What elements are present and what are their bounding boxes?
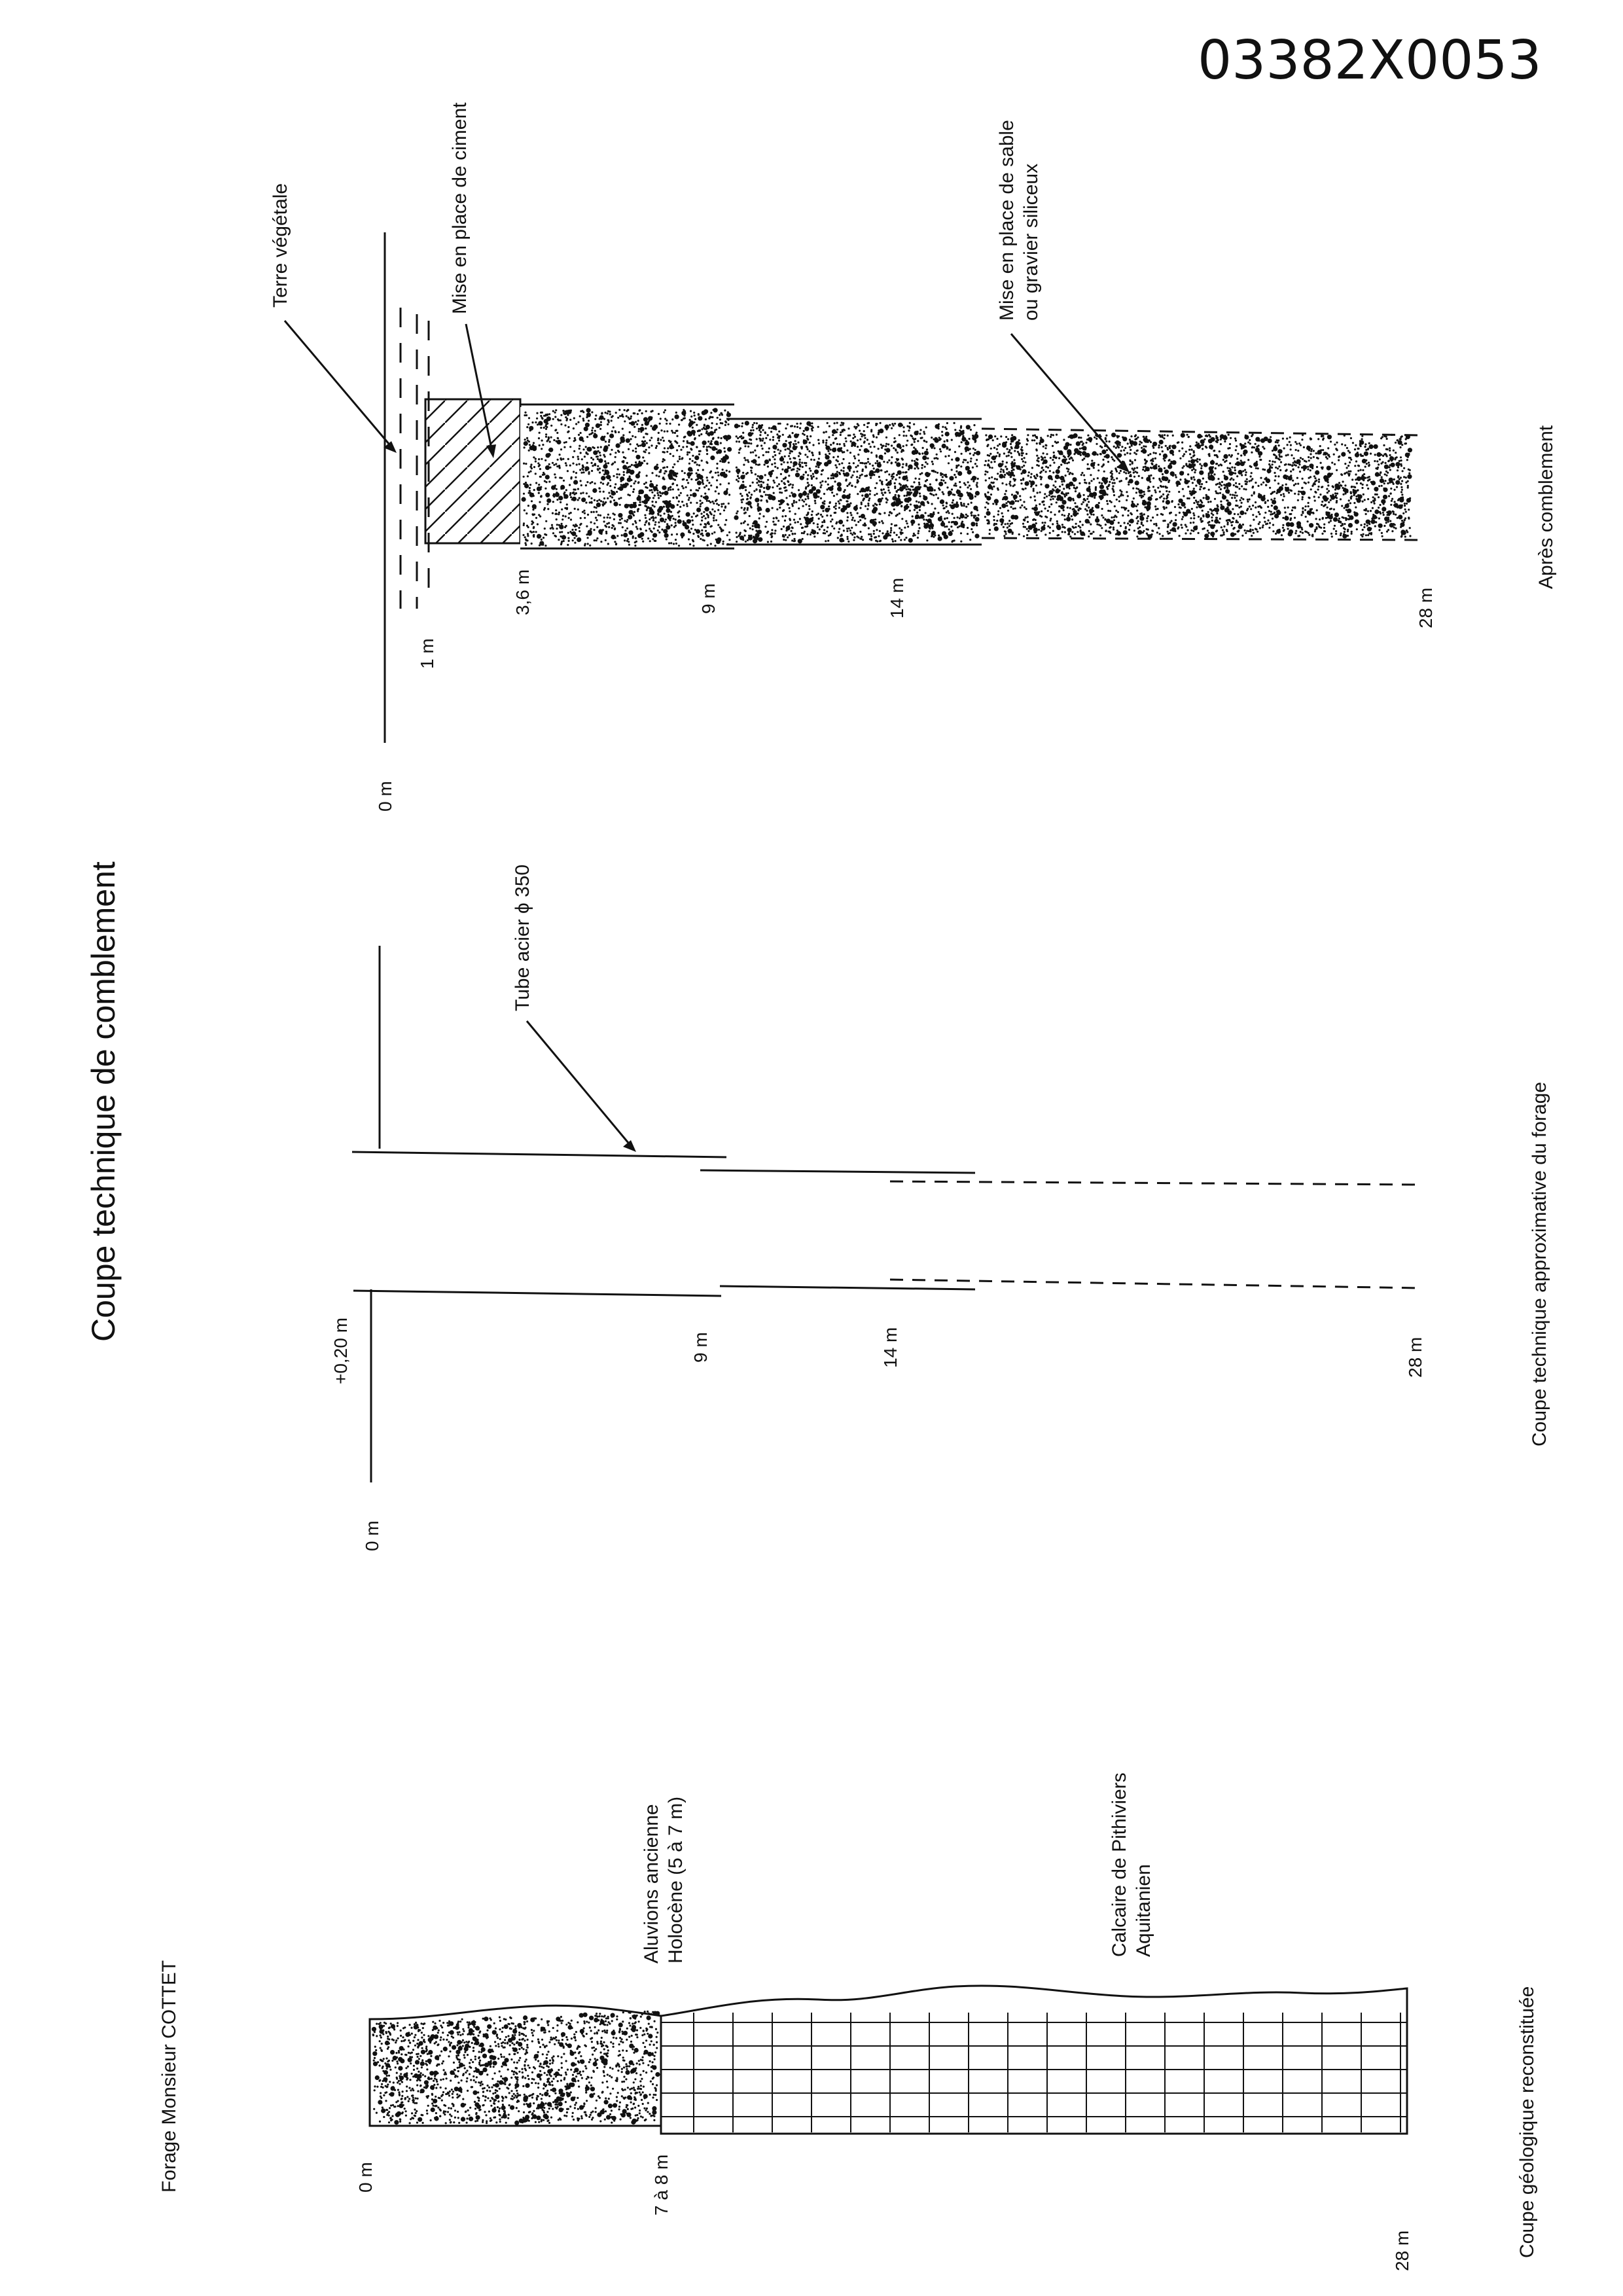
diagram-title: Coupe technique de comblement <box>85 861 122 1342</box>
after-depth-9: 9 m <box>698 583 719 614</box>
label-topsoil: Terre végétale <box>270 183 291 308</box>
after-filling-section <box>270 102 1557 812</box>
technical-depth-28: 28 m <box>1405 1336 1425 1378</box>
label-sand-1: Mise en place de sable <box>996 120 1018 321</box>
caption-after-filling: Après comblement <box>1535 425 1557 589</box>
after-depth-14: 14 m <box>887 577 907 619</box>
technical-section <box>330 865 1550 1551</box>
technical-depth-0-20: +0,20 m <box>330 1318 351 1384</box>
technical-depth-14: 14 m <box>880 1327 901 1368</box>
label-cement: Mise en place de ciment <box>449 102 471 314</box>
label-steel-tube: Tube acier ϕ 350 <box>512 864 533 1011</box>
caption-technical: Coupe technique approximative du forage <box>1529 1081 1550 1446</box>
label-sand-2: ou gravier siliceux <box>1020 163 1042 321</box>
geology-section <box>355 1772 1538 2271</box>
label-alluvium-1: Aluvions ancienne <box>641 1804 662 1964</box>
cement-block <box>425 399 520 543</box>
technical-depth-0: 0 m <box>362 1520 382 1551</box>
reference-number: 03382X0053 <box>1198 29 1542 92</box>
site-label: Forage Monsieur COTTET <box>158 1960 180 2193</box>
geology-depth-0: 0 m <box>355 2162 376 2193</box>
after-depth-1: 1 m <box>417 638 437 669</box>
label-alluvium-2: Holocène (5 à 7 m) <box>665 1796 687 1964</box>
label-limestone-2: Aquitanien <box>1133 1864 1154 1957</box>
label-limestone-1: Calcaire de Pithiviers <box>1109 1772 1130 1957</box>
after-depth-0: 0 m <box>375 781 395 812</box>
caption-geology: Coupe géologique reconstituée <box>1516 1986 1538 2258</box>
after-depth-3-6: 3,6 m <box>512 569 533 615</box>
after-depth-28: 28 m <box>1416 587 1436 628</box>
geology-depth-28: 28 m <box>1392 2230 1412 2271</box>
geology-depth-7-8: 7 à 8 m <box>651 2154 671 2215</box>
technical-depth-9: 9 m <box>690 1332 711 1363</box>
